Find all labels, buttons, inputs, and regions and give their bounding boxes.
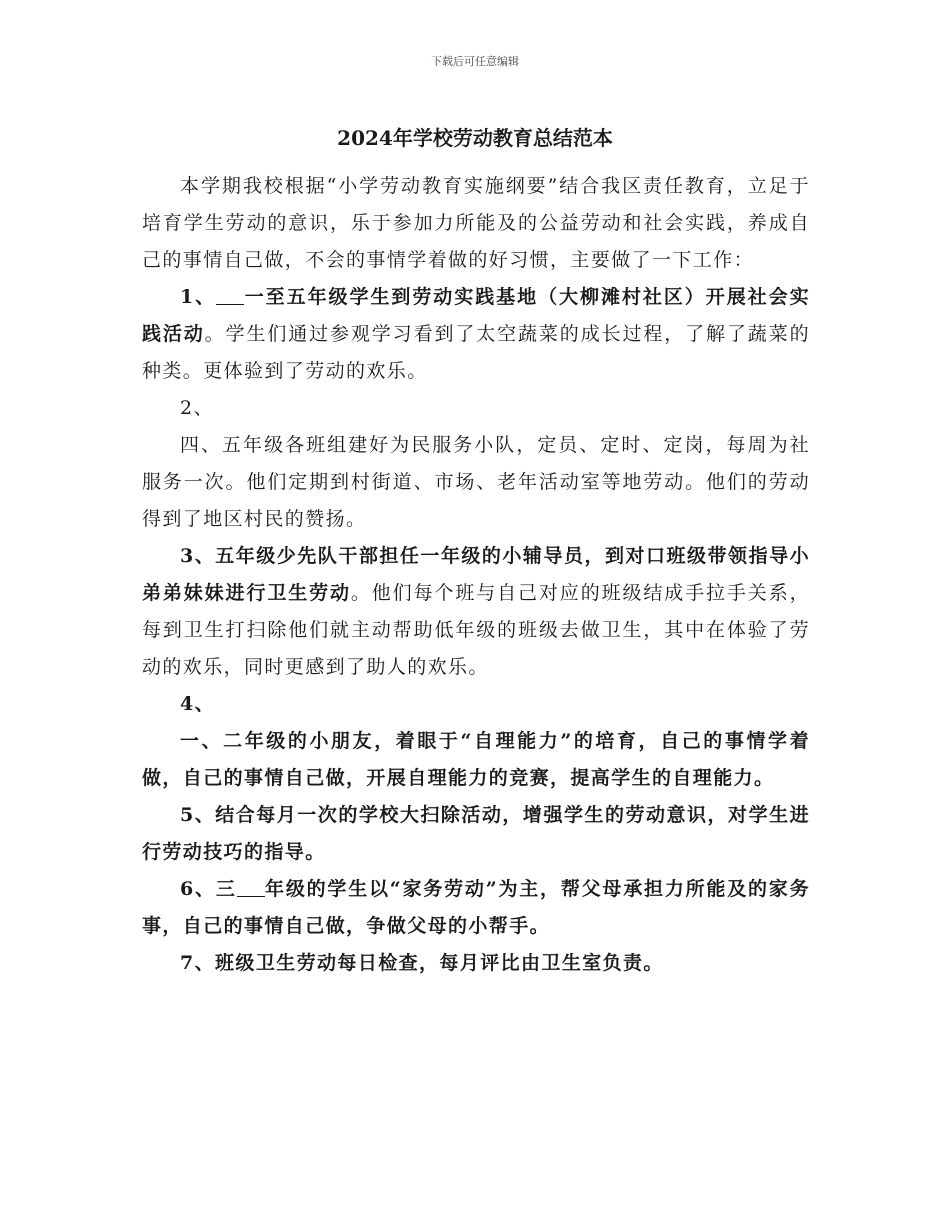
item-1-text: 。学生们通过参观学习看到了太空蔬菜的成长过程，了解了蔬菜的种类。更体验到了劳动的欢乐。: [142, 323, 810, 382]
item-6-lead: 6、三: [180, 878, 237, 900]
item-3-heading: 3、五年级少先队干部担任一年级的小辅导员，到对口班级带领指导小弟弟妹妹进行卫生劳动: [142, 545, 810, 604]
item-1-number: 1、: [180, 286, 217, 308]
item-6: [142, 871, 810, 945]
item-7: 7、班级卫生劳动每日检查，每月评比由卫生室负责。: [180, 952, 664, 974]
intro-paragraph: 本学期我校根据“小学劳动教育实施纲要”结合我区责任教育，立足于培育学生劳动的意识，乐于参加力所能及的公益劳动和社会实践，养成自己的事情自己做，不会的事情学着做的好习惯，主要做了一下工作：: [142, 175, 810, 271]
item-1-blank: [216, 286, 244, 305]
item-4-text: 一、二年级的小朋友，着眼于“自理能力”的培育，自己的事情学着做，自己的事情自己做，开展自理能力的竞赛，提高学生的自理能力。: [142, 730, 810, 789]
item-1: [142, 279, 810, 390]
item-6-blank: [237, 878, 265, 897]
header-watermark: 下载后可任意编辑: [431, 55, 519, 68]
document-body: [142, 168, 810, 982]
item-5: 5、结合每月一次的学校大扫除活动，增强学生的劳动意识，对学生进行劳动技巧的指导。: [142, 804, 810, 863]
item-3: [142, 538, 810, 686]
item-1-heading: 一至五年级学生到劳动实践基地（大柳滩村社区）开展社会实践活动: [142, 286, 810, 345]
item-2-number: 2、: [180, 397, 214, 419]
item-4-number: 4、: [180, 693, 216, 715]
item-3-text: 。他们每个班与自己对应的班级结成手拉手关系，每到卫生打扫除他们就主动帮助低年级的班级去做卫生，其中在体验了劳动的欢乐，同时更感到了助人的欢乐。: [142, 582, 810, 678]
item-2-text: 四、五年级各班组建好为民服务小队，定员、定时、定岗，每周为社服务一次。他们定期到村街道、市场、老年活动室等地劳动。他们的劳动得到了地区村民的赞扬。: [142, 434, 810, 530]
item-6-text: 年级的学生以“家务劳动”为主，帮父母承担力所能及的家务事，自己的事情自己做，争做父母的小帮手。: [142, 878, 810, 937]
document-title: 2024年学校劳动教育总结范本: [337, 126, 613, 150]
